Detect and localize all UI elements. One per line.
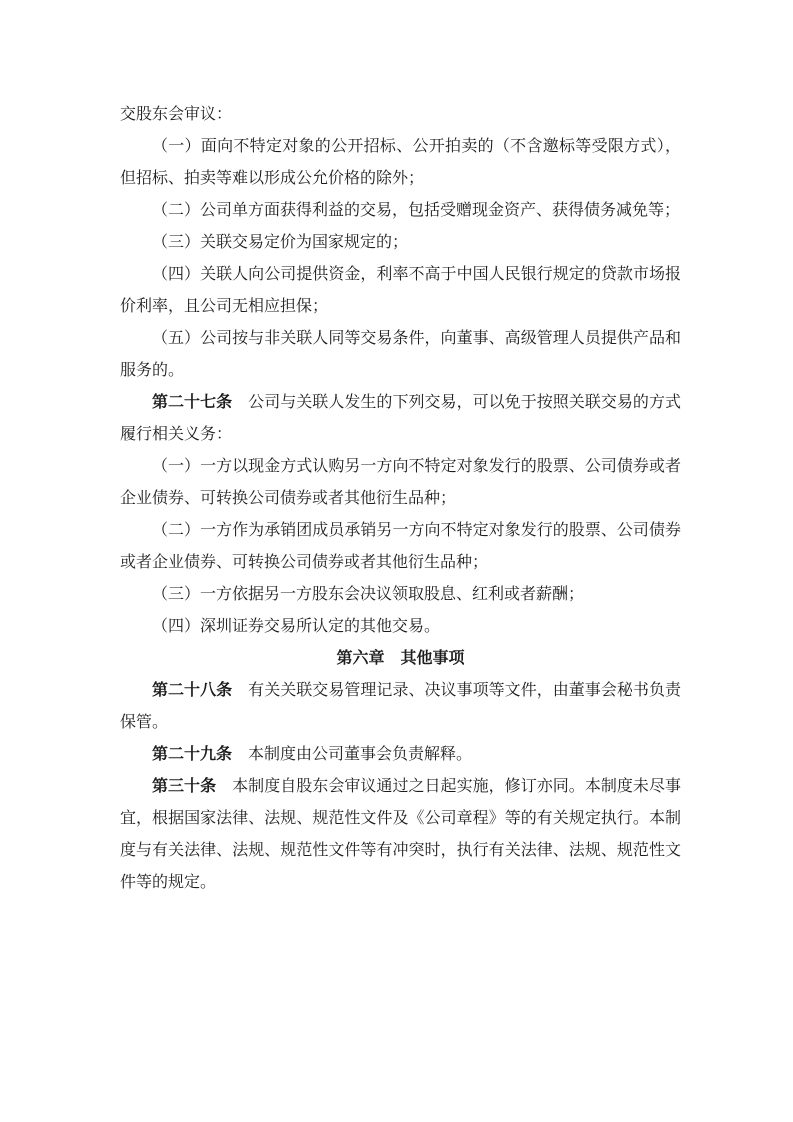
article-28-text: 有关关联交易管理记录、决议事项等文件，由董事会秘书负责保管。	[120, 682, 681, 731]
article-29-text: 本制度由公司董事会负责解释。	[232, 746, 473, 763]
article-27-item-3-dividends: （三）一方依据另一方股东会决议领取股息、红利或者薪酬；	[152, 586, 585, 603]
article-28-number: 第二十八条	[152, 682, 233, 699]
article-27-text: 公司与关联人发生的下列交易，可以免于按照关联交易的方式履行相关义务：	[120, 394, 681, 443]
list-item-1-open-bidding: （一）面向不特定对象的公开招标、公开拍卖的（不含邀标等受限方式），但招标、拍卖等难以形成公允价格的除外；	[120, 138, 681, 187]
list-item-5-equal-terms: （五）公司按与非关联人同等交易条件，向董事、高级管理人员提供产品和服务的。	[120, 330, 681, 379]
article-28	[120, 675, 681, 739]
article-27-number: 第二十七条	[152, 394, 233, 411]
article-27-item-4-szse-recognized: （四）深圳证券交易所认定的其他交易。	[152, 618, 441, 635]
article-30-number: 第三十条	[152, 778, 217, 795]
article-27-item-2-underwriting: （二）一方作为承销团成员承销另一方向不特定对象发行的股票、公司债券或者企业债券、可转换公司债券或者其他衍生品种；	[120, 522, 681, 571]
list-item-4-funds-provided: （四）关联人向公司提供资金，利率不高于中国人民银行规定的贷款市场报价利率，且公司无相应担保；	[120, 266, 681, 315]
article-30-text: 本制度自股东会审议通过之日起实施，修订亦同。本制度未尽事宜，根据国家法律、法规、规范性文件及《公司章程》等的有关规定执行。本制度与有关法律、法规、规范性文件等有冲突时，执行有关法律、法规、规范性文件等的规定。	[120, 778, 681, 891]
article-27-item-1-cash-subscription: （一）一方以现金方式认购另一方向不特定对象发行的股票、公司债券或者企业债券、可转换公司债券或者其他衍生品种；	[120, 458, 681, 507]
paragraph-continuation: 交股东会审议：	[120, 106, 233, 123]
article-29	[120, 739, 681, 771]
list-item-2-unilateral-benefit: （二）公司单方面获得利益的交易，包括受赠现金资产、获得债务减免等；	[152, 202, 681, 219]
chapter-6-heading: 第六章 其他事项	[336, 650, 465, 667]
list-item-3-state-pricing: （三）关联交易定价为国家规定的；	[152, 234, 409, 251]
article-30	[120, 771, 681, 899]
article-27	[120, 387, 681, 451]
article-29-number: 第二十九条	[152, 746, 233, 763]
